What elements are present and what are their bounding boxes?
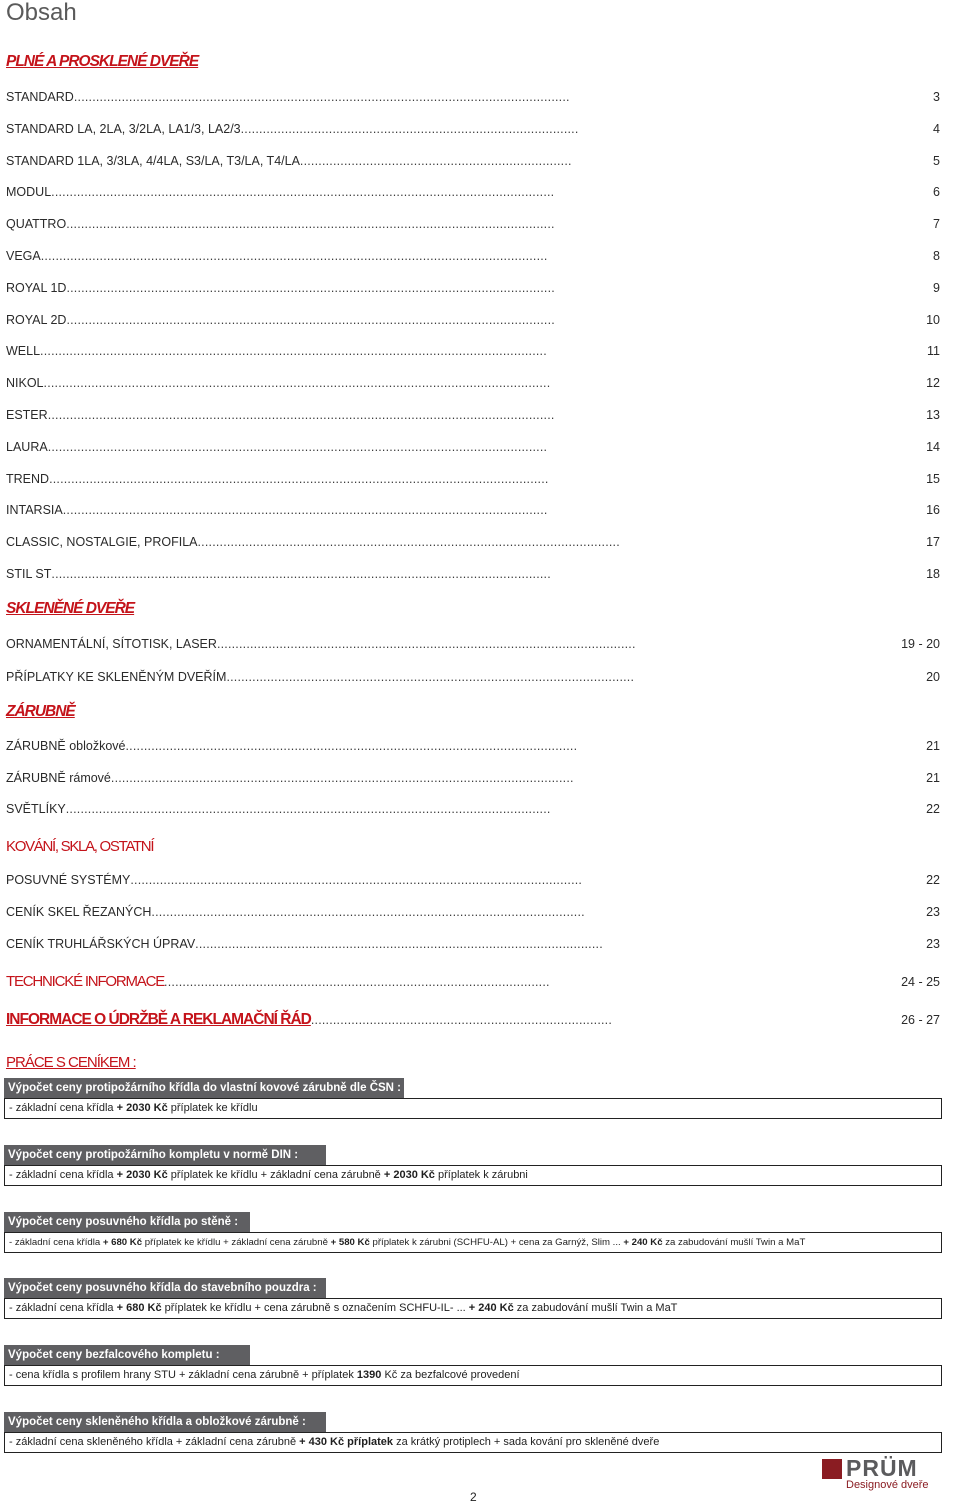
toc-row[interactable] [6, 376, 940, 394]
toc-page: 24 - 25 [901, 975, 940, 989]
formula-text: Kč za bezfalcové provedení [381, 1369, 520, 1382]
toc-label: CLASSIC, NOSTALGIE, PROFILA [6, 535, 198, 550]
toc-leader-dots: ................................................................................................................... [197, 535, 620, 550]
price-block-formula [4, 1432, 942, 1453]
page-number: 2 [470, 1490, 477, 1504]
toc-leader-dots: .......................................................................................................................................... [47, 408, 555, 422]
toc-leader-dots: .................................................................................................................................... [65, 802, 551, 816]
formula-text: příplatek ke křídlu + základní cena zárubně [142, 1236, 331, 1248]
toc-row[interactable] [6, 313, 940, 331]
toc-row[interactable] [6, 637, 940, 655]
toc-label: CENÍK TRUHLÁŘSKÝCH ÚPRAV [6, 937, 196, 951]
toc-row[interactable] [6, 408, 940, 426]
toc-page: 14 [926, 439, 940, 454]
toc-row[interactable] [6, 937, 940, 955]
formula-amount: + 680 Kč [116, 1302, 162, 1315]
toc-leader-dots: .......................................................................................................................................... [40, 344, 547, 359]
toc-leader-dots: .......................................................................................................................................... [40, 249, 548, 263]
toc-page: 6 [933, 185, 940, 200]
toc-leader-dots: .................................................................................................................................... [62, 503, 548, 518]
toc-leader-dots: ..................................................................................................................................... [66, 312, 555, 327]
page-title: Obsah [6, 0, 77, 26]
toc-leader-dots: ...................................................................................................................... [151, 905, 585, 919]
toc-leader-dots: ........................................................................................................................... [130, 873, 583, 887]
toc-label: ROYAL 1D [6, 280, 67, 295]
toc-row[interactable] [6, 249, 940, 267]
toc-row[interactable] [6, 185, 940, 203]
formula-text: - základní cena skleněného křídla + základní cena zárubně [9, 1436, 300, 1448]
toc-leader-dots: ......................................................................................................... [164, 975, 550, 989]
toc-row[interactable] [6, 440, 940, 458]
toc-page: 17 [926, 535, 940, 550]
toc-page: 8 [933, 249, 940, 263]
formula-text: - základní cena křídla [9, 1302, 117, 1315]
toc-label: ORNAMENTÁLNÍ, SÍTOTISK, LASER [6, 637, 217, 651]
toc-row[interactable] [6, 217, 940, 235]
toc-page: 3 [933, 90, 940, 104]
toc-row[interactable] [6, 90, 940, 108]
toc-row[interactable] [6, 503, 940, 521]
toc-label: WELL [6, 344, 41, 359]
formula-amount: + 2030 Kč [383, 1168, 435, 1181]
formula-amount: + 580 Kč [330, 1236, 370, 1248]
prices-title: PRÁCE S CENÍKEM : [6, 1054, 136, 1071]
toc-label: STANDARD 1LA, 3/3LA, 4/4LA, S3/LA, T3/LA, T4/LA [6, 153, 300, 168]
formula-amount: + 2030 Kč [116, 1102, 168, 1114]
formula-text: - základní cena křídla [9, 1236, 103, 1248]
price-block-tab: Výpočet ceny protipožárního kompletu v normě DIN : [4, 1145, 326, 1165]
formula-amount: + 430 Kč příplatek [299, 1436, 394, 1448]
section-heading-plne: PLNÉ A PROSKLENÉ DVEŘE [6, 53, 199, 70]
toc-label: STIL ST [6, 567, 52, 581]
toc-page: 21 [926, 770, 940, 785]
price-block-tab: Výpočet ceny posuvného křídla po stěně : [4, 1212, 250, 1232]
toc-page: 23 [926, 905, 940, 919]
toc-page: 15 [926, 471, 940, 486]
toc-label: ROYAL 2D [6, 312, 67, 327]
price-block-tab: Výpočet ceny bezfalcového kompletu : [4, 1345, 250, 1365]
toc-page: 23 [926, 937, 940, 951]
price-block-formula [4, 1365, 942, 1386]
toc-leader-dots: .................................................................................................................. [216, 637, 636, 651]
formula-amount: + 2030 Kč [116, 1168, 168, 1181]
price-block-formula [4, 1165, 942, 1186]
toc-leader-dots: .......................................................................................................................................... [43, 376, 551, 391]
toc-page: 10 [926, 312, 940, 327]
formula-text: - základní cena křídla [9, 1168, 117, 1181]
toc-page: 20 [926, 670, 940, 684]
toc-leader-dots: ......................................................................................................................................... [51, 185, 555, 200]
toc-row[interactable] [6, 771, 940, 789]
formula-text: příplatek ke křídlu + cena zárubně s označením SCHFU-IL- ... [161, 1302, 469, 1315]
toc-leader-dots: ........................................................................................................................................ [47, 439, 548, 454]
toc-leader-dots: ............................................................................................ [240, 121, 579, 136]
toc-page: 21 [926, 739, 940, 753]
price-block-tab: Výpočet ceny posuvného křídla do stavebního pouzdra : [4, 1278, 326, 1298]
formula-text: příplatek k zárubni [434, 1168, 528, 1181]
formula-text: příplatek ke křídlu + základní cena zárubně [167, 1168, 384, 1181]
formula-text: za zabudování mušlí Twin a MaT [662, 1236, 806, 1248]
toc-leader-dots: ..................................................................................................................................... [66, 217, 555, 232]
logo-wordmark: PRÜM [846, 1455, 918, 1481]
toc-label: MODUL [6, 185, 52, 200]
formula-amount: 1390 [356, 1369, 382, 1382]
toc-label: NIKOL [6, 376, 44, 391]
toc-page: 12 [926, 376, 940, 391]
formula-amount: + 240 Kč [623, 1236, 663, 1248]
logo-tagline: Designové dveře [846, 1479, 929, 1491]
toc-label: LAURA [6, 439, 48, 454]
toc-leader-dots: ........................................................................................................................................ [49, 471, 549, 486]
formula-text: - základní cena křídla [9, 1102, 117, 1114]
formula-amount: + 680 Kč [102, 1236, 143, 1248]
toc-page: 9 [933, 280, 940, 295]
toc-leader-dots: .................................................................................. [310, 1013, 613, 1027]
toc-leader-dots: .............................................................................................................................. [110, 770, 574, 785]
toc-row[interactable] [6, 873, 940, 891]
toc-label: CENÍK SKEL ŘEZANÝCH [6, 905, 152, 919]
toc-label: STANDARD LA, 2LA, 3/2LA, LA1/3, LA2/3 [6, 121, 241, 136]
price-block-tab: Výpočet ceny protipožárního křídla do vlastní kovové zárubně dle ČSN : [4, 1078, 404, 1098]
toc-row[interactable] [6, 739, 940, 757]
toc-page: 19 - 20 [901, 637, 940, 651]
toc-label: TECHNICKÉ INFORMACE [6, 973, 165, 990]
toc-row-technicke[interactable] [6, 973, 940, 991]
toc-leader-dots: .......................................................................... [299, 153, 572, 168]
toc-row[interactable] [6, 670, 940, 688]
toc-row[interactable] [6, 905, 940, 923]
toc-leader-dots: ....................................................................................................................................... [73, 90, 570, 104]
formula-text: příplatek ke křídlu [167, 1102, 258, 1114]
toc-row[interactable] [6, 802, 940, 820]
toc-label: INTARSIA [6, 503, 63, 518]
formula-amount: + 240 Kč [468, 1302, 514, 1315]
toc-label: QUATTRO [6, 217, 67, 232]
toc-page: 22 [926, 873, 940, 887]
logo-mark-icon [822, 1459, 842, 1479]
toc-label: ZÁRUBNĚ obložkové [6, 739, 126, 753]
toc-label: TREND [6, 471, 50, 486]
formula-text: příplatek k zárubni (SCHFU-AL) + cena za Garnýž, Slim ... [369, 1236, 624, 1248]
price-block-formula [4, 1232, 942, 1253]
toc-row[interactable] [6, 344, 940, 362]
formula-text: za krátký protiplech + sada kování pro skleněné dveře [393, 1436, 660, 1448]
price-block-formula [4, 1298, 942, 1319]
toc-row[interactable] [6, 472, 940, 490]
price-block-tab: Výpočet ceny skleněného křídla a obložkové zárubně : [4, 1412, 326, 1432]
toc-page: 13 [926, 408, 940, 422]
toc-leader-dots: ............................................................................................................... [226, 670, 635, 684]
toc-page: 18 [926, 567, 940, 581]
toc-page: 26 - 27 [901, 1013, 940, 1027]
toc-page: 7 [933, 217, 940, 232]
toc-leader-dots: ........................................................................................................................................ [51, 567, 551, 581]
toc-row-udrzba[interactable] [6, 1011, 940, 1029]
toc-row[interactable] [6, 154, 940, 172]
prum-logo [822, 1457, 950, 1495]
formula-text: - cena křídla s profilem hrany STU + základní cena zárubně + příplatek [9, 1369, 357, 1382]
toc-page: 22 [926, 802, 940, 816]
toc-row[interactable] [6, 281, 940, 299]
toc-label: ESTER [6, 408, 48, 422]
section-heading-zarubne: ZÁRUBNĚ [6, 703, 75, 720]
toc-leader-dots: ........................................................................................................................... [125, 739, 578, 753]
toc-page: 11 [927, 344, 940, 359]
toc-leader-dots: ..................................................................................................................................... [66, 280, 555, 295]
toc-label: STANDARD [6, 90, 74, 104]
toc-label: PŘÍPLATKY KE SKLENĚNÝM DVEŘÍM [6, 670, 227, 684]
toc-label: POSUVNÉ SYSTÉMY [6, 873, 131, 887]
toc-leader-dots: ............................................................................................................... [195, 937, 603, 951]
section-heading-kovani: KOVÁNÍ, SKLA, OSTATNÍ [6, 838, 154, 855]
toc-row[interactable] [6, 122, 940, 140]
toc-label: VEGA [6, 249, 41, 263]
toc-page: 4 [933, 121, 940, 136]
price-block-formula [4, 1098, 942, 1119]
toc-page: 16 [926, 503, 940, 518]
toc-row[interactable] [6, 535, 940, 553]
section-heading-sklenene: SKLENĚNÉ DVEŘE [6, 600, 135, 617]
toc-page: 5 [933, 153, 940, 168]
toc-label: INFORMACE O ÚDRŽBĚ A REKLAMAČNÍ ŘÁD [6, 1011, 311, 1028]
formula-text: za zabudování mušlí Twin a MaT [513, 1302, 678, 1315]
toc-row[interactable] [6, 567, 940, 585]
toc-label: ZÁRUBNĚ rámové [6, 770, 111, 785]
toc-label: SVĚTLÍKY [6, 802, 66, 816]
